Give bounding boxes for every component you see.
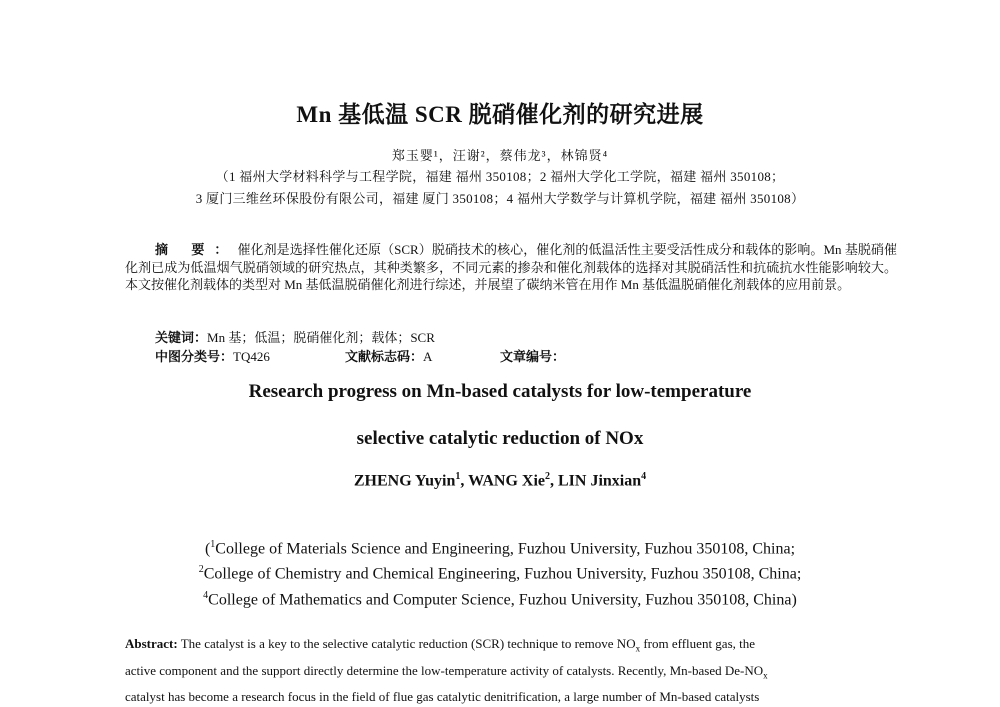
english-abstract-line-1: Abstract: The catalyst is a key to the selective catalytic reduction (SCR) technique to remove $NO_x$ from effluent gas, the [125,636,756,654]
chinese-authors: 郑玉婴¹，汪谢²，蔡伟龙³，林锦贤⁴ [391,148,609,163]
article-number-label: 文章编号： [500,349,566,364]
english-abstract-line-3: catalyst has become a research focus in the field of flue gas catalytic denitrification, a large number of Mn-based catalysts [125,689,760,705]
keywords-label: 关键词： [155,330,208,345]
english-title-line-2: selective catalytic reduction of NOx [356,428,644,449]
english-title-line-1: Research progress on Mn-based catalysts for low-temperature [248,381,752,402]
english-abstract-label: Abstract: [125,636,178,651]
english-affiliation-3: $^4$College of Mathematics and Computer Science, Fuzhou University, Fuzhou 350108, China) [203,589,797,608]
chinese-abstract-text: 催化剂是选择性催化还原（SCR）脱硝技术的核心，催化剂的低温活性主要受活性成分和载体的影响。Mn 基脱硝催化剂已成为低温烟气脱硝领域的研究热点，其种类繁多，不同元素的掺杂和催化剂载体的选择对其脱硝活性和抗硫抗水性能影响较大。本文按催化剂载体的类型对 Mn 基低温脱硝催化剂进行综述，并展望了碳纳米管在用作 Mn 基低温脱硝催化剂载体的应用前景。 [125,242,897,292]
english-affiliations [0,534,1000,610]
english-authors: ZHENG Yuyin$^1$, WANG Xie$^2$, LIN Jinxian$^4$ [353,471,647,490]
english-affiliation-1: ($^1$College of Materials Science and Engineering, Fuzhou University, Fuzhou 350108, China; [204,539,796,558]
chinese-affiliation-line-2: 3 厦门三维丝环保股份有限公司，福建 厦门 350108；4 福州大学数学与计算机学院，福建 福州 350108） [195,191,805,206]
clc-label: 中图分类号： [155,349,234,364]
classification-line [155,346,565,365]
chinese-abstract [125,241,897,294]
document-code-value: A [423,349,433,364]
english-affiliation-2: $^2$College of Chemistry and Chemical Engineering, Fuzhou University, Fuzhou 350108, China; [198,564,802,583]
author-1: ZHENG Yuyin [353,472,456,490]
author-3-sup: 4 [641,471,647,482]
document-code-label: 文献标志码： [345,349,424,364]
keywords-line [155,327,435,346]
english-abstract [125,633,897,707]
author-1-sup: 1 [455,471,461,482]
chinese-title: Mn 基低温 SCR 脱硝催化剂的研究进展 [296,102,704,127]
english-abstract-line-2: active component and the support directly determine the low-temperature activity of catalysts. Recently, Mn-based $De-NO_x$ [125,662,768,681]
author-3: LIN Jinxian [558,472,642,490]
chinese-affiliation-line-1: （1 福州大学材料科学与工程学院，福建 福州 350108；2 福州大学化工学院，福建 福州 350108； [215,169,785,184]
author-2: WANG Xie [468,472,545,490]
keywords-text: Mn 基；低温；脱硝催化剂；载体；SCR [207,330,435,345]
author-2-sup: 2 [545,471,550,482]
chinese-abstract-label: 摘 要： [155,242,238,257]
clc-value: TQ426 [233,349,270,364]
